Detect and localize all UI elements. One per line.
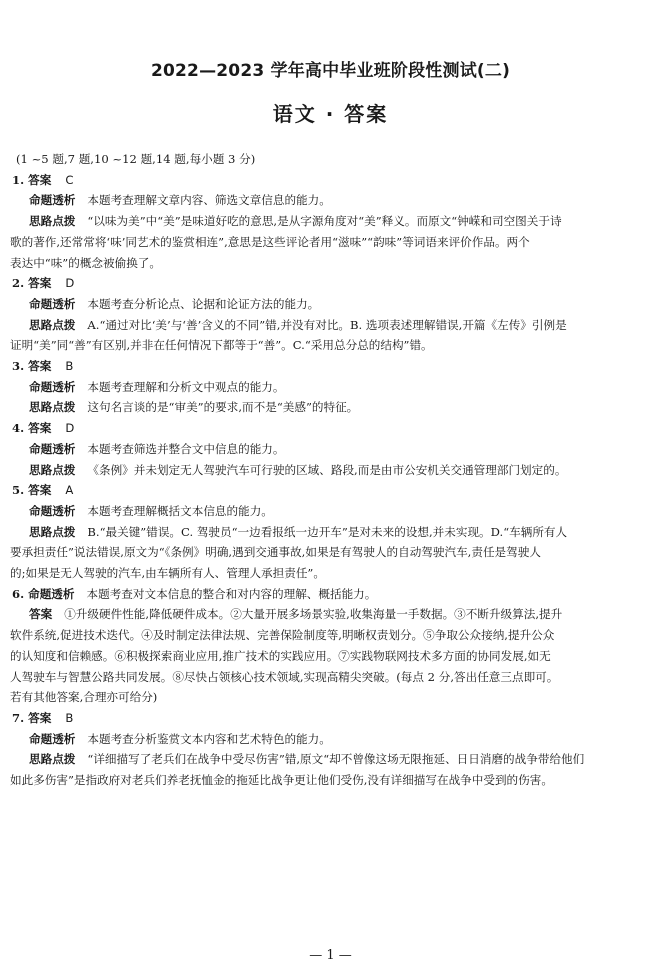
- answer-label: 答案: [28, 172, 52, 187]
- answer-text-continued: 软件系统,促进技术迭代。④及时制定法律法规、完善保险制度等,明晰权责划分。⑤争取公众接纳,提升公众: [10, 628, 555, 643]
- hint-label: 思路点拨: [29, 462, 76, 477]
- answer-label: 答案: [28, 359, 52, 374]
- hint-text: 这句名言谈的是“审美”的要求,而不是“美感”的特征。: [87, 400, 359, 415]
- question-1-analysis: [10, 190, 650, 211]
- hint-text-continued: 要承担责任”说法错误,原文为“《条例》明确,遇到交通事故,如果是有驾驶人的自动驾驶汽车,责任是驾驶人: [10, 545, 541, 560]
- answer-value: A: [65, 483, 74, 498]
- question-number: 5.: [12, 483, 25, 498]
- question-number: 1.: [12, 172, 25, 187]
- hint-label: 思路点拨: [29, 752, 76, 767]
- answer-value: B: [65, 359, 74, 374]
- question-6-analysis: [10, 584, 650, 605]
- hint-text: 《条例》并未划定无人驾驶汽车可行驶的区域、路段,而是由市公安机关交通管理部门划定的。: [87, 462, 567, 477]
- hint-text-continued: 如此多伤害”是指政府对老兵们养老抚恤金的拖延比战争更让他们受伤,没有详细描写在战争中受到的伤害。: [10, 773, 553, 788]
- hint-text-continued: 证明“美”同“善”有区别,并非在任何情况下都等于“善”。C.“采用总分总的结构”错。: [10, 338, 433, 353]
- answer-text-continued: 人驾驶车与智慧公路共同发展。⑧尽快占领核心技术领域,实现高精尖突破。(每点 2 分,答出任意三点即可。: [10, 669, 559, 684]
- page-subtitle: 语文 · 答案: [272, 102, 389, 126]
- analysis-label: 命题透析: [29, 441, 76, 456]
- analysis-label: 命题透析: [28, 586, 75, 601]
- answer-value: C: [65, 172, 74, 187]
- question-1-answer: [10, 170, 650, 191]
- page-number: — 1 —: [309, 948, 352, 963]
- question-4-analysis: [10, 439, 650, 460]
- question-3-answer: [10, 356, 650, 377]
- question-number: 7.: [12, 710, 25, 725]
- question-5-analysis: [10, 501, 650, 522]
- question-7-analysis: [10, 729, 650, 750]
- analysis-text: 本题考查理解和分析文中观点的能力。: [87, 379, 285, 394]
- question-3-analysis: [10, 377, 650, 398]
- question-1-hint: [10, 211, 650, 232]
- answer-label: 答案: [28, 276, 52, 291]
- question-2-answer: [10, 273, 650, 294]
- answer-value: D: [65, 421, 75, 436]
- answer-text-continued: 的认知度和信赖感。⑥积极探索商业应用,推广技术的实践应用。⑦实践物联网技术多方面的协同发展,如无: [10, 648, 551, 663]
- question-number: 3.: [12, 359, 25, 374]
- question-7-hint: [10, 749, 650, 770]
- answer-text-continued: 若有其他答案,合理亦可给分): [10, 690, 158, 705]
- analysis-text: 本题考查理解文章内容、筛选文章信息的能力。: [87, 193, 331, 208]
- analysis-label: 命题透析: [29, 731, 76, 746]
- question-3-hint: [10, 397, 650, 418]
- answer-value: B: [65, 710, 74, 725]
- answer-content: [10, 149, 650, 791]
- analysis-label: 命题透析: [29, 296, 76, 311]
- answer-label: 答案: [28, 483, 52, 498]
- hint-label: 思路点拨: [29, 524, 76, 539]
- question-4-answer: [10, 418, 650, 439]
- answer-label: 答案: [28, 421, 52, 436]
- analysis-text: 本题考查对文本信息的整合和对内容的理解、概括能力。: [86, 586, 377, 601]
- question-number: 2.: [12, 276, 25, 291]
- answer-label: 答案: [28, 710, 52, 725]
- hint-label: 思路点拨: [29, 317, 76, 332]
- hint-label: 思路点拨: [29, 214, 76, 229]
- analysis-label: 命题透析: [29, 193, 76, 208]
- question-5-hint: [10, 522, 650, 543]
- answer-value: D: [65, 276, 75, 291]
- question-2-analysis: [10, 294, 650, 315]
- hint-text-continued: 表达中“味”的概念被偷换了。: [10, 255, 161, 270]
- analysis-text: 本题考查筛选并整合文中信息的能力。: [87, 441, 285, 456]
- hint-text: A.“通过对比‘美’与‘善’含义的不同”错,并没有对比。B. 选项表述理解错误,开篇《左传》引例是: [87, 317, 567, 332]
- question-number: 6.: [12, 586, 25, 601]
- question-4-hint: [10, 460, 650, 481]
- answer-label: 答案: [29, 607, 53, 622]
- analysis-label: 命题透析: [29, 379, 76, 394]
- hint-text: “以味为美”中“美”是味道好吃的意思,是从字源角度对“美”释义。而原文“钟嵘和司空图关于诗: [87, 214, 562, 229]
- analysis-text: 本题考查理解概括文本信息的能力。: [87, 503, 273, 518]
- hint-text-continued: 歌的著作,还常常将‘味’同艺术的鉴赏相连”,意思是这些评论者用“滋味”“韵味”等词语来评价作品。两个: [10, 234, 530, 249]
- hint-label: 思路点拨: [29, 400, 76, 415]
- question-6-answer: [10, 604, 650, 625]
- hint-text: B.“最关键”错误。C. 驾驶员“一边看报纸一边开车”是对未来的设想,并未实现。D.“车辆所有人: [87, 524, 568, 539]
- question-5-answer: [10, 480, 650, 501]
- analysis-text: 本题考查分析鉴赏文本内容和艺术特色的能力。: [87, 731, 331, 746]
- hint-text-continued: 的;如果是无人驾驶的汽车,由车辆所有人、管理人承担责任”。: [10, 566, 325, 581]
- question-2-hint: [10, 315, 650, 336]
- analysis-text: 本题考查分析论点、论据和论证方法的能力。: [87, 296, 320, 311]
- analysis-label: 命题透析: [29, 503, 76, 518]
- score-note: (1 ~5 题,7 题,10 ~12 题,14 题,每小题 3 分): [16, 152, 256, 166]
- question-7-answer: [10, 708, 650, 729]
- question-number: 4.: [12, 421, 25, 436]
- answer-text: ①升级硬件性能,降低硬件成本。②大量开展多场景实验,收集海量一手数据。③不断升级算法,提升: [64, 607, 563, 622]
- page-title: 2022—2023 学年高中毕业班阶段性测试(二): [150, 61, 511, 81]
- hint-text: “详细描写了老兵们在战争中受尽伤害”错,原文“却不曾像这场无限拖延、日日消磨的战争带给他们: [87, 752, 585, 767]
